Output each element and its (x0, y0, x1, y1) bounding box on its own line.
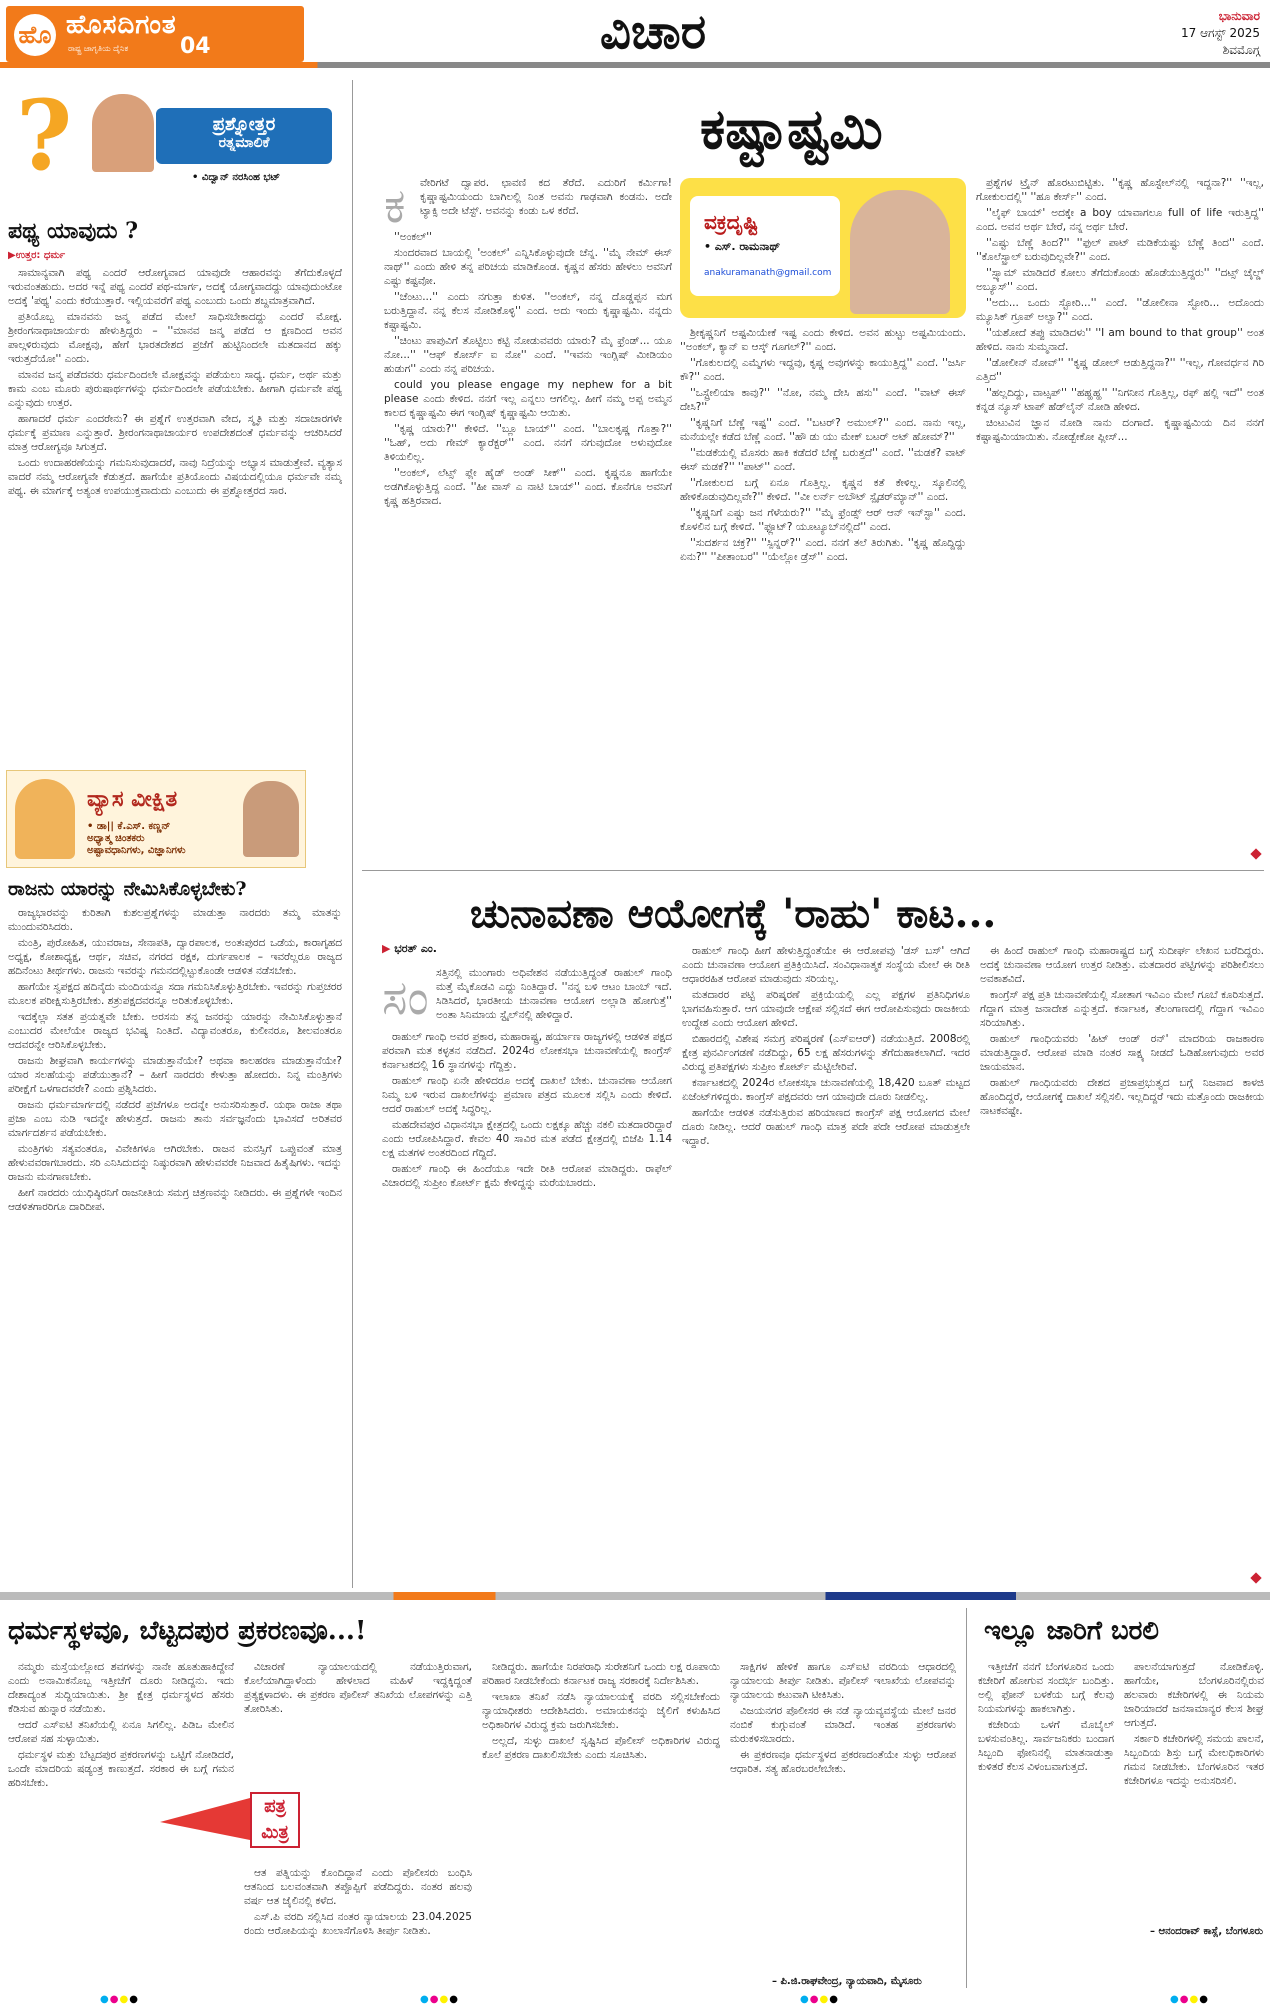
paragraph: ರಾಹುಲ್ ಗಾಂಧಿಯವರು ದೇಶದ ಪ್ರಜಾಪ್ರಭುತ್ವದ ಬಗ್ಗೆ ನಿಜವಾದ ಕಾಳಜಿ ಹೊಂದಿದ್ದರೆ, ಆಯೋಗಕ್ಕೆ ದಾಖಲೆ ಸಲ್ಲಿಸಲಿ. ಇಲ್ಲದಿದ್ದರೆ ಇದು ಮತ್ತೊಂದು ರಾಜಕೀಯ ನಾಟಕವಷ್ಟೇ. (980, 1077, 1264, 1117)
paragraph: ''ಒಸ್ಟ್ರೇಲಿಯಾ ಕಾವು?'' ''ನೋ, ನಮ್ಮ ದೇಸಿ ಹಸು'' ಎಂದೆ. ''ವಾಟ್ ಈಸ್ ದೇಸಿ?'' (680, 387, 966, 413)
paragraph: ಸುಂದರವಾದ ಬಾಯಲ್ಲಿ 'ಅಂಕಲ್' ಎನ್ನಿಸಿಕೊಳ್ಳುವುದೇ ಚೆನ್ನ. ''ಮೈ ನೇಮ್ ಈಸ್ ನಾಥ್'' ಎಂದು ಹೇಳಿ ತನ್ನ ಪರಿಚಯ ಮಾಡಿಕೊಂಡ. ಕೃಷ್ಣನ ಹೆಸರು ಹೇಳಲು ಅವನಿಗೆ ಎಷ್ಟು ಕಷ್ಟವೋ. (384, 247, 672, 287)
dateline-day: ಭಾನುವಾರ (1218, 9, 1260, 23)
dateline (1130, 8, 1260, 59)
section-divider (362, 870, 1264, 871)
paragraph: ಹೀಗೆ ನಾರದರು ಯುಧಿಷ್ಠಿರನಿಗೆ ರಾಜನೀತಿಯ ಸಮಗ್ರ ಚಿತ್ರಣವನ್ನು ನೀಡಿದರು. ಈ ಪ್ರಶ್ನೆಗಳೇ ಇಂದಿನ ಆಡಳಿತಗಾರರಿಗೂ ದಾರಿದೀಪ. (8, 1187, 342, 1213)
registration-marks-icon: ●●●● (100, 1994, 139, 2005)
letters-right-col2 (1124, 1660, 1264, 1920)
paragraph: ಕಚೇರಿಯ ಒಳಗೆ ಮೊಬೈಲ್ ಬಳಸುವಂತಿಲ್ಲ. ಸಾರ್ವಜನಿಕರು ಬಂದಾಗ ಸಿಬ್ಬಂದಿ ಫೋನಿನಲ್ಲಿ ಮಾತನಾಡುತ್ತಾ ಕುಳಿತರೆ ಕೆಲಸ ವಿಳಂಬವಾಗುತ್ತದೆ. (978, 1719, 1114, 1773)
paragraph: ಹಾಗೆಯೇ ಸ್ವಪಕ್ಷದ ಹದಿನೈದು ಮಂದಿಯನ್ನೂ ಸದಾ ಗಮನಿಸಿಕೊಳ್ಳುತ್ತಿರಬೇಕು. ಇವರನ್ನು ಗುಪ್ತಚರರ ಮೂಲಕ ಪರೀಕ್ಷಿಸುತ್ತಿರಬೇಕು. ಶತ್ರುಪಕ್ಷದವರನ್ನೂ ಅರಿತುಕೊಳ್ಳಬೇಕು. (8, 981, 342, 1007)
vyasa-role: ಅಧ್ಯಾತ್ಮ ಚಿಂತಕರು (87, 833, 145, 844)
paragraph: ಮತದಾರರ ಪಟ್ಟಿ ಪರಿಷ್ಕರಣೆ ಪ್ರಕ್ರಿಯೆಯಲ್ಲಿ ಎಲ್ಲ ಪಕ್ಷಗಳ ಪ್ರತಿನಿಧಿಗಳೂ ಭಾಗವಹಿಸುತ್ತಾರೆ. ಆಗ ಯಾವುದೇ ಆಕ್ಷೇಪ ಸಲ್ಲಿಸದೆ ಈಗ ಆರೋಪಿಸುವುದು ರಾಜಕೀಯ ಉದ್ದೇಶ ಎಂದು ಆಯೋಗ ಹೇಳಿದೆ. (682, 989, 970, 1029)
column-badge (680, 178, 966, 318)
columnist-name: • ಎಸ್. ರಾಮನಾಥ್ (704, 240, 781, 253)
paragraph: ಕಾಂಗ್ರೆಸ್ ಪಕ್ಷ ಪ್ರತಿ ಚುನಾವಣೆಯಲ್ಲಿ ಸೋತಾಗ ಇವಿಎಂ ಮೇಲೆ ಗೂಬೆ ಕೂರಿಸುತ್ತದೆ. ಗೆದ್ದಾಗ ಮಾತ್ರ ಜನಾದೇಶ ಎನ್ನುತ್ತದೆ. ಕರ್ನಾಟಕ, ತೆಲಂಗಾಣದಲ್ಲಿ ಗೆದ್ದಾಗ ಇವಿಎಂ ಸರಿಯಾಗಿತ್ತು. (980, 989, 1264, 1029)
paragraph: ''ಅದು... ಒಂದು ಸ್ಟೋರಿ...'' ಎಂದೆ. ''ಡೋಲೀನಾ ಸ್ಟೋರಿ... ಅದೊಂದು ಮ್ಯೂಸಿಕ್ ಗ್ರೂಪ್ ಅಲ್ವಾ?'' ಎಂದ. (976, 297, 1264, 323)
paragraph: ಎಸ್.ಪಿ ವರದಿ ಸಲ್ಲಿಸಿದ ನಂತರ ನ್ಯಾಯಾಲಯ 23.04.2025 ರಂದು ಆರೋಪಿಯನ್ನು ಖುಲಾಸೆಗೊಳಿಸಿ ತೀರ್ಪು ನೀಡಿತು. (244, 1911, 472, 1937)
page-number: 04 (180, 34, 211, 59)
letters-title-right: ಇಲ್ಲೂ ಜಾರಿಗೆ ಬರಲಿ (984, 1616, 1159, 1646)
letter-signature: – ಆನಂದರಾವ್ ಕಾಸ್ಲೆ, ಬೆಂಗಳೂರು (1150, 1926, 1264, 1937)
chunavana-lead (436, 966, 672, 1026)
vyasa-body (8, 906, 342, 1586)
main-article-title: ಕಷ್ಟಾಷ್ಟಮಿ (700, 96, 883, 162)
qa-banner-subtitle: ರತ್ನಮಾಲಿಕೆ (218, 135, 270, 151)
main-article-col2 (680, 326, 966, 860)
paragraph: ''ಮಡಕೆಯಲ್ಲಿ ಮೊಸರು ಹಾಕಿ ಕಡೆದರೆ ಬೆಣ್ಣೆ ಬರುತ್ತದೆ'' ಎಂದೆ. ''ಮಡಕೆ? ವಾಟ್ ಈಸ್ ಮಡಕೆ?'' ''ಪಾಟ್'' ಎಂದೆ. (680, 447, 966, 473)
paragraph: ಮಂತ್ರಿ, ಪುರೋಹಿತ, ಯುವರಾಜ, ಸೇನಾಪತಿ, ದ್ವಾರಪಾಲಕ, ಅಂತಃಪುರದ ಒಡೆಯ, ಕಾರಾಗೃಹದ ಅಧ್ಯಕ್ಷ, ಕೋಶಾಧ್ಯಕ್ಷ, ಆರ್ಥ, ಸಚಿವ, ನಗರದ ರಕ್ಷಕ, ದುರ್ಗಪಾಲಕ – ಇವರೆಲ್ಲರೂ ರಾಜ್ಯದ ಹದಿನೆಂಟು ತೀರ್ಥಗಳು. ರಾಜನು ಇವರನ್ನು ಗಮನದಲ್ಲಿಟ್ಟುಕೊಂಡೇ ಆಡಳಿತ ನಡೆಸಬೇಕು. (8, 937, 342, 977)
column-divider (966, 1608, 967, 1988)
paper-name: ಹೊಸದಿಗಂತ (66, 10, 177, 40)
paragraph: ವಿಚಾರಣೆ ನ್ಯಾಯಾಲಯದಲ್ಲಿ ನಡೆಯುತ್ತಿರುವಾಗ, ಕೊಲೆಯಾಗಿದ್ದಾಳೆಂದು ಹೇಳಲಾದ ಮಹಿಳೆ ಇದ್ದಕ್ಕಿದ್ದಂತೆ ಪ್ರತ್ಯಕ್ಷಳಾದಳು. ಈ ಪ್ರಕರಣ ಪೊಲೀಸ್ ತನಿಖೆಯ ಲೋಪಗಳನ್ನು ಎತ್ತಿ ತೋರಿಸಿತು. (244, 1661, 472, 1715)
paragraph: ''ಕೃಷ್ಣ ಯಾರು?'' ಕೇಳಿದೆ. ''ಬ್ಲೂ ಬಾಯ್'' ಎಂದ. ''ಬಾಲಕೃಷ್ಣ ಗೊತ್ತಾ?'' ''ಓಹ್, ಅದು ಗೇಮ್ ಕ್ಯಾರೆಕ್ಟರ್'' ಎಂದ. ನನಗೆ ನಗುವುದೋ ಅಳುವುದೋ ತಿಳಿಯಲಿಲ್ಲ. (384, 423, 672, 463)
vyasa-banner (6, 770, 306, 868)
paragraph: ಚಿಂಟುವಿನ ಜ್ಞಾನ ನೋಡಿ ನಾನು ದಂಗಾದೆ. ಕೃಷ್ಣಾಷ್ಟಮಿಯ ದಿನ ನನಗೆ ಕಷ್ಟಾಷ್ಟಮಿಯಾಯಿತು. ನೋಡ್ಬೇಕೋ ಪ್ಲೀಸ್... (976, 417, 1264, 443)
drop-cap: ಸಂ (382, 970, 429, 1026)
vyasa-author-block (87, 821, 186, 857)
qa-body (8, 266, 342, 760)
chunavana-col3 (980, 944, 1264, 1580)
letters-title: ಧರ್ಮಸ್ಥಳವೂ, ಬೆಟ್ಟದಪುರ ಪ್ರಕರಣವೂ...! (8, 1616, 367, 1646)
author-photo (243, 781, 299, 857)
section-title: ವಿಚಾರ (600, 4, 707, 60)
paragraph: ಇಲಾಖಾ ತನಿಖೆ ನಡೆಸಿ ನ್ಯಾಯಾಲಯಕ್ಕೆ ವರದಿ ಸಲ್ಲಿಸಬೇಕೆಂದು ನ್ಯಾಯಾಧೀಶರು ಆದೇಶಿಸಿದರು. ಅಮಾಯಕನನ್ನು ಜೈಲಿಗೆ ಕಳುಹಿಸಿದ ಅಧಿಕಾರಿಗಳ ವಿರುದ್ಧ ಕ್ರಮ ಜರುಗಿಸಬೇಕು. (482, 1691, 720, 1731)
vyasa-question: ರಾಜನು ಯಾರನ್ನು ನೇಮಿಸಿಕೊಳ್ಳಬೇಕು? (8, 878, 247, 900)
letter-signature: – ಪಿ.ಜಿ.ರಾಘವೇಂದ್ರ, ನ್ಯಾಯವಾದಿ, ಮೈಸೂರು (772, 1976, 922, 1987)
question-mark-icon: ? (16, 79, 73, 192)
paragraph: ಆತ ಪತ್ನಿಯನ್ನು ಕೊಂದಿದ್ದಾನೆ ಎಂದು ಪೊಲೀಸರು ಬಂಧಿಸಿ ಆತನಿಂದ ಬಲವಂತವಾಗಿ ತಪ್ಪೊಪ್ಪಿಗೆ ಪಡೆದಿದ್ದರು. ನಂತರ ಹಲವು ವರ್ಷ ಆತ ಜೈಲಿನಲ್ಲಿ ಕಳೆದ. (244, 1867, 472, 1907)
paragraph: ರಾಹುಲ್ ಗಾಂಧಿ ಈ ಹಿಂದೆಯೂ ಇದೇ ರೀತಿ ಆರೋಪ ಮಾಡಿದ್ದರು. ರಾಫೆಲ್ ವಿಚಾರದಲ್ಲಿ ಸುಪ್ರೀಂ ಕೋರ್ಟ್ ಕ್ಷಮೆ ಕೇಳಿದ್ದನ್ನು ಮರೆಯಬಾರದು. (382, 1163, 672, 1189)
paragraph: ನೀಡಿದ್ದರು. ಹಾಗೆಯೇ ನಿರಪರಾಧಿ ಸುರೇಶನಿಗೆ ಒಂದು ಲಕ್ಷ ರೂಪಾಯಿ ಪರಿಹಾರ ನೀಡಬೇಕೆಂದು ಕರ್ನಾಟಕ ರಾಜ್ಯ ಸರಕಾರಕ್ಕೆ ನಿರ್ದೇಶಿಸಿತು. (482, 1661, 720, 1687)
paragraph: ''ಗೋಕುಲದ ಬಗ್ಗೆ ಏನೂ ಗೊತ್ತಿಲ್ಲ. ಕೃಷ್ಣನ ಕತೆ ಕೇಳಿಲ್ಲ. ಸ್ಕೂಲಿನಲ್ಲಿ ಹೇಳಿಕೊಡುವುದಿಲ್ಲವೇ?'' ಕೇಳಿದೆ. ''ವೀ ಲರ್ನ್ ಅಬೌಟ್ ಸ್ಪೈಡರ್‌ಮ್ಯಾನ್'' ಎಂದ. (680, 477, 966, 503)
paragraph: ಶ್ರೀಕೃಷ್ಣನಿಗೆ ಅಷ್ಟಮಿಯೇಕೆ ಇಷ್ಟ ಎಂದು ಕೇಳಿದ. ಅವನ ಹುಟ್ಟು ಅಷ್ಟಮಿಯಂದು. ''ಅಂಕಲ್, ಕ್ಯಾನ್ ಐ ಆಸ್ಕ್ ಗೂಗಲ್?'' ಎಂದ. (680, 327, 966, 353)
paragraph: ರಾಹುಲ್ ಗಾಂಧಿ ಏನೇ ಹೇಳಿದರೂ ಅದಕ್ಕೆ ದಾಖಲೆ ಬೇಕು. ಚುನಾವಣಾ ಆಯೋಗ ನಿಮ್ಮ ಬಳಿ ಇರುವ ದಾಖಲೆಗಳನ್ನು ಪ್ರಮಾಣ ಪತ್ರದ ಮೂಲಕ ಸಲ್ಲಿಸಿ ಎಂದು ಕೇಳಿದೆ. ಆದರೆ ರಾಹುಲ್ ಅದಕ್ಕೆ ಸಿದ್ಧರಿಲ್ಲ. (382, 1075, 672, 1115)
paragraph: ''ಕೃಷ್ಣನಿಗೆ ಎಷ್ಟು ಜನ ಗೆಳೆಯರು?'' ''ಮೈ ಫ್ರೆಂಡ್ಸ್ ಆರ್ ಆನ್ ಇನ್‌ಸ್ಟಾ'' ಎಂದ. ಕೊಳಲಿನ ಬಗ್ಗೆ ಕೇಳಿದೆ. ''ಫ್ಲೂಟ್? ಯೂಟ್ಯೂಬ್‌ನಲ್ಲಿದೆ'' ಎಂದ. (680, 507, 966, 533)
paragraph: ''ಚೆಂಟು...'' ಎಂದು ನಗುತ್ತಾ ಕುಳಿತ. ''ಅಂಕಲ್, ನನ್ನ ದೊಡ್ಡಪ್ಪನ ಮಗ ಬರುತ್ತಿದ್ದಾನೆ. ನನ್ನ ಕೆಲಸ ನೋಡಿಕೊಳ್ಳಿ'' ಎಂದ. ಅದು ಇಂದು ಕೃಷ್ಣಾಷ್ಟಮಿ. ನನ್ನದು ಕಷ್ಟಾಷ್ಟಮಿ. (384, 291, 672, 331)
paper-tagline: ರಾಷ್ಟ್ರ ಜಾಗೃತಿಯ ದೈನಿಕ (68, 44, 129, 53)
drop-cap: ಕ (384, 178, 406, 234)
sage-illustration-icon (15, 779, 75, 859)
chunavana-author: ▶ ಭರತ್ ಎಂ. (382, 942, 437, 956)
vyasa-role: ಅಷ್ಟಾವಧಾನಿಗಳು, ವಿಜ್ಞಾನಿಗಳು (87, 845, 186, 856)
paragraph: ಹಾಗೆಯೇ ಆಡಳಿತ ನಡೆಸುತ್ತಿರುವ ಹರಿಯಾಣದ ಕಾಂಗ್ರೆಸ್ ಪಕ್ಷ ಆಯೋಗದ ಮೇಲೆ ದೂರು ನೀಡಿಲ್ಲ. ಆದರೆ ರಾಹುಲ್ ಗಾಂಧಿ ಮಾತ್ರ ಪದೇ ಪದೇ ಆರೋಪ ಮಾಡುತ್ತಲೇ ಇದ್ದಾರೆ. (682, 1107, 970, 1147)
paragraph: ''ಲೈಫ್ ಬಾಯ್' ಅದಕ್ಕೇ a boy ಯಾವಾಗಲೂ full of life ಇರುತ್ತಿದ್ದ'' ಎಂದ. ಅವನ ಅರ್ಥ ಬೇರೆ, ನನ್ನ ಅರ್ಥ ಬೇರೆ. (976, 207, 1264, 233)
main-article-lead (420, 176, 672, 228)
chunavana-col1 (382, 1030, 672, 1580)
column-divider (352, 80, 353, 1588)
paper-emblem-icon: ಹೊ (14, 14, 56, 56)
columnist-email: anakuramanath@gmail.com (704, 268, 832, 278)
paragraph: ''ಚಿಂಟು ಪಾಪುವಿಗೆ ತೊಟ್ಟಿಲು ಕಟ್ಟಿ ನೋಡುವವರು ಯಾರು? ಮೈ ಫ್ರೆಂಡ್... ಯೂ ನೋ...'' ''ಆಫ್ ಕೋರ್ಸ್ ಐ ನೋ'' ಎಂದೆ. ''ಇವನು ಇಂಗ್ಲಿಷ್ ಮೀಡಿಯಂ ಹುಡುಗ'' ಎಂದು ನನ್ನ ಪರಿಚಯ. (384, 335, 672, 375)
letters-col3 (482, 1660, 720, 1990)
letters-right-col1 (978, 1660, 1114, 1980)
paragraph: ರಾಜನು ಶೀಘ್ರವಾಗಿ ಕಾರ್ಯಗಳನ್ನು ಮಾಡುತ್ತಾನೆಯೇ? ಅಥವಾ ಕಾಲಹರಣ ಮಾಡುತ್ತಾನೆಯೇ? ಯಾರ ಸಲಹೆಯನ್ನು ಪಡೆಯುತ್ತಾನೆ? – ಹೀಗೆ ನಾರದರು ಕೇಳುತ್ತಾ ಹೋದರು. ನಿನ್ನ ಮಂತ್ರಿಗಳು ಪರೀಕ್ಷೆಗೆ ಒಳಗಾದವರೇ? ಎಂದು ಪ್ರಶ್ನಿಸಿದರು. (8, 1055, 342, 1095)
registration-marks-icon: ●●●● (1170, 1994, 1209, 2005)
paragraph: ಧರ್ಮಸ್ಥಳ ಮತ್ತು ಬೆಟ್ಟದಪುರ ಪ್ರಕರಣಗಳನ್ನು ಒಟ್ಟಿಗೆ ನೋಡಿದರೆ, ಒಂದೇ ಮಾದರಿಯ ಷಡ್ಯಂತ್ರ ಕಾಣುತ್ತದೆ. ಸರಕಾರ ಈ ಬಗ್ಗೆ ಗಮನ ಹರಿಸಬೇಕು. (8, 1749, 234, 1789)
paragraph: ''ಕೃಷ್ಣನಿಗೆ ಬೆಣ್ಣೆ ಇಷ್ಟ'' ಎಂದೆ. ''ಬಟರ್? ಅಮುಲ್?'' ಎಂದ. ನಾನು ಇಲ್ಲ, ಮನೆಯಲ್ಲೇ ಕಡೆದ ಬೆಣ್ಣೆ ಎಂದೆ. ''ಹೌ ಡು ಯು ಮೇಕ್ ಬಟರ್ ಅಟ್ ಹೋಮ್?'' (680, 417, 966, 443)
paragraph: ''ಡೋಲೀನ್ ನೋವ್'' ''ಕೃಷ್ಣ ಡೋಲ್ ಆಡುತ್ತಿದ್ದನಾ?'' ''ಇಲ್ಲ, ಗೋವರ್ಧನ ಗಿರಿ ಎತ್ತಿದ'' (976, 357, 1264, 383)
qa-answer-label: ▶ಉತ್ತರ: ಧರ್ಮ (8, 250, 66, 261)
header-rule (0, 62, 1270, 68)
paragraph: ರಾಜನು ಧರ್ಮಮಾರ್ಗದಲ್ಲಿ ನಡೆದರೆ ಪ್ರಜೆಗಳೂ ಅದನ್ನೇ ಅನುಸರಿಸುತ್ತಾರೆ. ಯಥಾ ರಾಜಾ ತಥಾ ಪ್ರಜಾ ಎಂಬ ನುಡಿ ಇದನ್ನೇ ಹೇಳುತ್ತದೆ. ರಾಜನು ತಾನು ಸರ್ವಜ್ಞನೆಂದು ಭಾವಿಸದೆ ಅರಿತವರ ಮಾರ್ಗದರ್ಶನ ಪಡೆಯಬೇಕು. (8, 1099, 342, 1139)
qa-author: • ವಿದ್ವಾನ್ ನರಸಿಂಹ ಭಟ್ (192, 172, 281, 183)
bottom-divider-band (0, 1592, 1270, 1600)
paragraph: ಪಾಲನೆಯಾಗುತ್ತದೆ ನೋಡಿಕೊಳ್ಳಿ. ಹಾಗೆಯೇ, ಬೆಂಗಳೂರಿನಲ್ಲಿರುವ ಹಲವಾರು ಕಚೇರಿಗಳಲ್ಲಿ ಈ ನಿಯಮ ಜಾರಿಯಾದರೆ ಜನಸಾಮಾನ್ಯರ ಕೆಲಸ ಶೀಘ್ರ ಆಗುತ್ತದೆ. (1124, 1661, 1264, 1729)
paper-plane-icon (160, 1798, 250, 1840)
paragraph: ಒಂದು ಉದಾಹರಣೆಯನ್ನು ಗಮನಿಸುವುದಾದರೆ, ನಾವು ನಿದ್ರೆಯನ್ನು ಅಭ್ಯಾಸ ಮಾಡುತ್ತೇವೆ. ವ್ಯತ್ಯಾಸ ವಾದರೆ ನಮ್ಮ ಆರೋಗ್ಯವೇ ಕೆಡುತ್ತದೆ. ಹಾಗೆಯೇ ಪ್ರತಿಯೊಂದು ವಿಷಯದಲ್ಲಿಯೂ ಧರ್ಮವೇ ನಮ್ಮ ಪಥ್ಯ. ಈ ಮಾರ್ಗಕ್ಕೆ ಅತ್ಯಂತ ಉಪಯುಕ್ತವಾದುದು ಎಂಬುದು ಈ ಪ್ರಶ್ನೋತ್ತರದ ಸಾರ. (8, 457, 342, 497)
paragraph: ಸಾಮಾನ್ಯವಾಗಿ ಪಥ್ಯ ಎಂದರೆ ಆರೋಗ್ಯವಾದ ಯಾವುದೇ ಆಹಾರವನ್ನು ತೆಗೆದುಕೊಳ್ಳದೆ ಇರುವಂತಹುದು. ಅದರ ಇನ್ನೆ ಪಥ್ಯ ಎಂದರೆ ಪಥ-ಮಾರ್ಗ, ಅದಕ್ಕೆ ಯೋಗ್ಯವಾದದ್ದು ಯಾವುದುಂಟೋ ಅದಕ್ಕೆ 'ಪಥ್ಯ' ಎಂದು ಕರೆಯುತ್ತಾರೆ. ಇಲ್ಲಿಯವರೆಗೆ ಪಥ್ಯ ಎಂಬುದು ಒಂದು ಶಬ್ದಮಾತ್ರವಾಗಿದೆ. (8, 267, 342, 307)
paragraph: ಆದರೆ ಎಸ್‌ಐಟಿ ತನಿಖೆಯಲ್ಲಿ ಏನೂ ಸಿಗಲಿಲ್ಲ. ಪಿಡಿಒ ಮೇಲಿನ ಆರೋಪ ಸಹ ಸುಳ್ಳಾಯಿತು. (8, 1719, 234, 1745)
paragraph: ''ಎಷ್ಟು ಬೆಣ್ಣೆ ತಿಂದ?'' ''ಫುಲ್ ಪಾಟ್ ಮಡಿಕೆಯಷ್ಟು ಬೆಣ್ಣೆ ತಿಂದ'' ಎಂದೆ. ''ಕೊಲೆಸ್ಟ್ರಾಲ್ ಬರುವುದಿಲ್ಲವೇ?'' ಎಂದ. (976, 237, 1264, 263)
qa-banner-title: ಪ್ರಶ್ನೋತ್ತರ (212, 114, 276, 135)
paragraph: ಇತ್ತೀಚೆಗೆ ನನಗೆ ಬೆಂಗಳೂರಿನ ಒಂದು ಕಚೇರಿಗೆ ಹೋಗುವ ಸಂದರ್ಭ ಬಂದಿತ್ತು. ಅಲ್ಲಿ ಫೋನ್ ಬಳಕೆಯ ಬಗ್ಗೆ ಕೆಲವು ನಿಯಮಗಳನ್ನು ಹಾಕಲಾಗಿತ್ತು. (978, 1661, 1114, 1715)
paragraph: ಮಂತ್ರಿಗಳು ಸತ್ಯವಂತರೂ, ವಿವೇಕಿಗಳೂ ಆಗಿರಬೇಕು. ರಾಜನ ಮನಸ್ಸಿಗೆ ಒಪ್ಪುವಂತೆ ಮಾತ್ರ ಹೇಳುವವರಾಗಬಾರದು. ಸರಿ ಎನಿಸಿದುದನ್ನು ನಿಷ್ಠುರವಾಗಿ ಹೇಳುವವರೇ ನಿಜವಾದ ಹಿತೈಷಿಗಳು. ಇದನ್ನು ರಾಜನು ಮನಗಾಣಬೇಕು. (8, 1143, 342, 1183)
vyasa-title: ವ್ಯಾಸ ವೀಕ್ಷಿತ (87, 787, 178, 812)
paragraph: ಕರ್ನಾಟಕದಲ್ಲಿ 2024ರ ಲೋಕಸಭಾ ಚುನಾವಣೆಯಲ್ಲಿ 18,420 ಬೂತ್ ಮಟ್ಟದ ಏಜೆಂಟ್‌ಗಳಿದ್ದರು. ಕಾಂಗ್ರೆಸ್ ಪಕ್ಷದವರು ಆಗ ಯಾವುದೇ ದೂರು ನೀಡಲಿಲ್ಲ. (682, 1077, 970, 1103)
paragraph: ಹಾಗಾದರೆ ಧರ್ಮ ಎಂದರೇನು? ಈ ಪ್ರಶ್ನೆಗೆ ಉತ್ತರವಾಗಿ ವೇದ, ಸ್ಮೃತಿ ಮತ್ತು ಸದಾಚಾರಗಳೇ ಧರ್ಮಕ್ಕೆ ಪ್ರಮಾಣ ಎನ್ನುತ್ತಾರೆ. ಶ್ರೀರಂಗನಾಥಾಚಾರ್ಯರ ಉಪದೇಶದಂತೆ ಧರ್ಮವನ್ನು ಆಚರಿಸಿದರೆ ಮಾತ್ರ ಆರೋಗ್ಯವೂ ಸಿಗುತ್ತದೆ. (8, 413, 342, 453)
paragraph: ಸರ್ಕಾರಿ ಕಚೇರಿಗಳಲ್ಲಿ ಸಮಯ ಪಾಲನೆ, ಸಿಬ್ಬಂದಿಯ ಶಿಸ್ತು ಬಗ್ಗೆ ಮೇಲಧಿಕಾರಿಗಳು ಗಮನ ನೀಡಬೇಕು. ಬೆಂಗಳೂರಿನ ಇತರ ಕಚೇರಿಗಳೂ ಇದನ್ನು ಅನುಸರಿಸಲಿ. (1124, 1733, 1264, 1787)
paragraph: ಈ ಹಿಂದೆ ರಾಹುಲ್ ಗಾಂಧಿ ಮಹಾರಾಷ್ಟ್ರದ ಬಗ್ಗೆ ಸುದೀರ್ಘ ಲೇಖನ ಬರೆದಿದ್ದರು. ಅದಕ್ಕೆ ಚುನಾವಣಾ ಆಯೋಗ ಉತ್ತರ ನೀಡಿತ್ತು. ಮತದಾರರ ಪಟ್ಟಿಗಳನ್ನು ಪರಿಶೀಲಿಸಲು ಅವಕಾಶವಿದೆ. (980, 945, 1264, 985)
patra-mitra-label: ಪತ್ರ ಮಿತ್ರ (250, 1792, 300, 1848)
paragraph: ಪ್ರತಿಯೊಬ್ಬ ಮಾನವನು ಜನ್ಮ ಪಡೆದ ಮೇಲೆ ಸಾಧಿಸಬೇಕಾದದ್ದು ಎಂದರೆ ಮೋಕ್ಷ. ಶ್ರೀರಂಗನಾಥಾಚಾರ್ಯರು ಹೇಳುತ್ತಿದ್ದರು – ''ಮಾನವ ಜನ್ಮ ಪಡೆದ ಆ ಕ್ಷಣದಿಂದ ಅವನ ಪಾಲ್ಗಳಿರುವುದು ಮೋಕ್ಷವು, ಹೇಗೆ ಭಾರತದೇಶದ ಪ್ರಜೆಗೆ ಹುಟ್ಟಿನಿಂದಲೇ ಮತದಾನದ ಹಕ್ಕು ಇರುತ್ತದೆಯೋ'' ಎಂದು. (8, 311, 342, 365)
badge-card (690, 196, 840, 296)
paragraph: ಸತ್ತಿನಲ್ಲಿ ಮುಂಗಾರು ಅಧಿವೇಶನ ನಡೆಯುತ್ತಿದ್ದಂತೆ ರಾಹುಲ್ ಗಾಂಧಿ ಮತ್ತೆ ಮೈಕೊಡವಿ ಎದ್ದು ನಿಂತಿದ್ದಾರೆ. ''ನನ್ನ ಬಳಿ ಆಟಂ ಬಾಂಬ್ ಇದೆ. ಸಿಡಿಸಿದರೆ, ಭಾರತೀಯ ಚುನಾವಣಾ ಆಯೋಗ ಅಲ್ಲಾಡಿ ಹೋಗುತ್ತೆ'' ಅಂತಾ ಸಿನಿಮಾಯ ಸ್ಟೈಲ್‌ನಲ್ಲಿ ಹೇಳಿದ್ದಾರೆ. (436, 967, 672, 1021)
registration-marks-icon: ●●●● (800, 1994, 839, 2005)
paragraph: ರಾಹುಲ್ ಗಾಂಧಿ ಅವರ ಪ್ರಕಾರ, ಮಹಾರಾಷ್ಟ್ರ, ಹರ್ಯಾಣ ರಾಜ್ಯಗಳಲ್ಲಿ ಆಡಳಿತ ಪಕ್ಷದ ಪರವಾಗಿ ಮತ ಕಳ್ಳತನ ನಡೆದಿದೆ. 2024ರ ಲೋಕಸಭಾ ಚುನಾವಣೆಯಲ್ಲಿ ಕಾಂಗ್ರೆಸ್ ಕರ್ನಾಟಕದಲ್ಲಿ 16 ಸ್ಥಾನಗಳನ್ನು ಗೆದ್ದಿತ್ತು. (382, 1031, 672, 1071)
masthead-logo (6, 6, 304, 62)
paragraph: ''ಹಲ್ಲದಿದ್ದು, ವಾಟ್ಸಪ್'' ''ಹಹ್ಹಹ್ಹ'' ''ನಿಗನೀನ ಗೊತ್ತಿಲ್ಲ, ರಫ್ ಹಲ್ಲಿ ಇದೆ'' ಅಂತ ಕನ್ನಡ ನ್ಯೂಸ್ ಟಾಪ್ ಹೆಡ್‌ಲೈನ್ ನೋಡಿ ಹೇಳಿದ. (976, 387, 1264, 413)
main-article-col3 (976, 176, 1264, 860)
paragraph: ಅಲ್ಲದೆ, ಸುಳ್ಳು ದಾಖಲೆ ಸೃಷ್ಟಿಸಿದ ಪೊಲೀಸ್ ಅಧಿಕಾರಿಗಳ ವಿರುದ್ಧ ಕೊಲೆ ಪ್ರಕರಣ ದಾಖಲಿಸಬೇಕು ಎಂದು ಸೂಚಿಸಿತು. (482, 1735, 720, 1761)
paragraph: ''ಅಂಕಲ್, ಲೆಟ್ಸ್ ಪ್ಲೇ ಹೈಡ್ ಅಂಡ್ ಸೀಕ್'' ಎಂದ. ಕೃಷ್ಣನೂ ಹಾಗೆಯೇ ಅಡಗಿಕೊಳ್ಳುತ್ತಿದ್ದ ಎಂದೆ. ''ಹೀ ವಾಸ್ ಎ ನಾಟಿ ಬಾಯ್'' ಎಂದ. ಕೊನೆಗೂ ಅವನಿಗೆ ಕೃಷ್ಣ ಹತ್ತಿರವಾದ. (384, 467, 672, 507)
letters-col2 (244, 1660, 472, 1780)
chunavana-title: ಚುನಾವಣಾ ಆಯೋಗಕ್ಕೆ 'ರಾಹು' ಕಾಟ... (470, 890, 997, 937)
paragraph: ವಿಜಯನಗರ ಪೊಲೀಸರ ಈ ನಡೆ ನ್ಯಾಯವ್ಯವಸ್ಥೆಯ ಮೇಲೆ ಜನರ ನಂಬಿಕೆ ಕುಗ್ಗುವಂತೆ ಮಾಡಿದೆ. ಇಂತಹ ಪ್ರಕರಣಗಳು ಮರುಕಳಿಸಬಾರದು. (730, 1705, 956, 1745)
paragraph: ಮಾನವ ಜನ್ಮ ಪಡೆದವರು ಧರ್ಮದಿಂದಲೇ ಮೋಕ್ಷವನ್ನು ಪಡೆಯಲು ಸಾಧ್ಯ. ಧರ್ಮ, ಅರ್ಥ ಮತ್ತು ಕಾಮ ಎಂಬ ಮೂರು ಪುರುಷಾರ್ಥಗಳನ್ನು ಧರ್ಮದಿಂದಲೇ ಪಡೆಯಬೇಕು. ಹೀಗಾಗಿ ಧರ್ಮವೇ ಪಥ್ಯ ಎನ್ನುವುದು ಉತ್ತರ. (8, 369, 342, 409)
paragraph: ರಾಹುಲ್ ಗಾಂಧಿಯವರು 'ಹಿಟ್ ಆಂಡ್ ರನ್' ಮಾದರಿಯ ರಾಜಕಾರಣ ಮಾಡುತ್ತಿದ್ದಾರೆ. ಆರೋಪ ಮಾಡಿ ನಂತರ ಸಾಕ್ಷ್ಯ ನೀಡದೆ ಓಡಿಹೋಗುವುದು ಅವರ ಜಾಯಮಾನ. (980, 1033, 1264, 1073)
paragraph: ವೇರಿಗಟೆ ದ್ವಾಪರ. ಛಾವಣಿ ಕದ ತೆರೆದೆ. ಎದುರಿಗೆ ಕರ್ಮಿಗಾ! ಕೃಷ್ಣಾಷ್ಟಮಿಯಂದು ಬಾಗಿಲಲ್ಲಿ ನಿಂತ ಅವನು ಗಾಢವಾಗಿ ಕಂಡನು. ಅದೇ ಟ್ಯಾಕ್ಸಿ ಅದೇ ಟೆಸ್ಟ್. ಅವನನ್ನು ಕಂಡು ಒಳ ಕರೆದೆ. (420, 177, 672, 217)
paragraph: ರಾಜ್ಯಭಾರವನ್ನು ಕುರಿತಾಗಿ ಕುಶಲಪ್ರಶ್ನೆಗಳನ್ನು ಮಾಡುತ್ತಾ ನಾರದರು ತಮ್ಮ ಮಾತನ್ನು ಮುಂದುವರಿಸಿದರು. (8, 907, 342, 933)
main-article-col1 (384, 230, 672, 860)
author-photo (92, 94, 154, 172)
letters-col2-lower (244, 1866, 472, 1990)
qa-ribbon (156, 108, 332, 164)
paragraph: ''ಗೊಕುಲದಲ್ಲಿ ಎಮ್ಮೆಗಳು ಇದ್ದವು, ಕೃಷ್ಣ ಅವುಗಳನ್ನು ಕಾಯುತ್ತಿದ್ದ'' ಎಂದೆ. ''ಜರ್ಸಿ ಕೌ?'' ಎಂದ. (680, 357, 966, 383)
paragraph: could you please engage my nephew for a bit please ಎಂದು ಕೇಳಿದ. ನನಗೆ ಇಲ್ಲ ಎನ್ನಲು ಆಗಲಿಲ್ಲ. ಹೀಗೆ ನಮ್ಮ ಅಪ್ಪ ಅಮ್ಮನ ಕಾಲದ ಕೃಷ್ಣಾಷ್ಟಮಿ ಈಗ ಇಂಗ್ಲಿಷ್ ಕೃಷ್ಣಾಷ್ಟಮಿ ಆಯಿತು. (384, 379, 672, 419)
paragraph: ''ಸ್ಪ್ಯಾಮ್ ಮಾಡಿದರೆ ಕೋಲು ತೆಗೆದುಕೊಂಡು ಹೊಡೆಯುತ್ತಿದ್ದರು'' ''ದಟ್ಸ್ ಚೈಲ್ಡ್ ಅಬ್ಯೂಸ್'' ಎಂದ. (976, 267, 1264, 293)
paragraph: ನಮ್ಮರು ಮಸ್ತೆಯಲ್ಲೋದ ಶವಗಳನ್ನು ನಾನೇ ಹೂತುಹಾಕಿದ್ದೇನೆ ಎಂದು ಅನಾಮಿಕನೊಬ್ಬ ಇತ್ತೀಚೆಗೆ ದೂರು ನೀಡಿದ್ದನು. ಇದು ದೇಶಾದ್ಯಂತ ಸುದ್ದಿಯಾಯಿತು. ಶ್ರೀ ಕ್ಷೇತ್ರ ಧರ್ಮಸ್ಥಳದ ಹೆಸರು ಕೆಡಿಸುವ ಹುನ್ನಾರ ನಡೆಯಿತು. (8, 1661, 234, 1715)
dateline-date: 17 ಆಗಸ್ಟ್ 2025 (1181, 26, 1260, 40)
column-badge-title: ವಕ್ರದೃಷ್ಟಿ (704, 210, 759, 234)
paragraph: ''ಅಂಕಲ್'' (394, 231, 433, 243)
letters-col4 (730, 1660, 956, 1970)
vyasa-author: • ಡಾ|| ಕೆ.ಎಸ್. ಕಣ್ಣನ್ (87, 821, 171, 832)
qa-question: ಪಥ್ಯ ಯಾವುದು ? (8, 218, 139, 244)
dateline-city: ಶಿವಮೊಗ್ಗ (1222, 43, 1260, 57)
paragraph: ಪ್ರಶ್ನೆಗಳ ಟ್ರೈನ್ ಹೊರಟುಬಿಟ್ಟಿತು. ''ಕೃಷ್ಣ ಹೊಸ್ಟೇಲ್‌ನಲ್ಲಿ ಇದ್ದನಾ?'' ''ಇಲ್ಲ, ಗೋಕುಲದಲ್ಲಿ'' ''ಹೂ ಕೇರ್ಸ್'' ಎಂದ. (976, 177, 1264, 203)
paragraph: ಬಿಹಾರದಲ್ಲಿ ವಿಶೇಷ ಸಮಗ್ರ ಪರಿಷ್ಕರಣೆ (ಎಸ್‌ಐಆರ್) ನಡೆಯುತ್ತಿದೆ. 2008ರಲ್ಲಿ ಕ್ಷೇತ್ರ ಪುನರ್ವಿಂಗಡಣೆ ನಡೆದಿದ್ದು, 65 ಲಕ್ಷ ಹೆಸರುಗಳನ್ನು ತೆಗೆದುಹಾಕಲಾಗಿದೆ. ಇದರ ವಿರುದ್ಧ ಪ್ರತಿಪಕ್ಷಗಳು ಸುಪ್ರೀಂ ಕೋರ್ಟ್ ಮೆಟ್ಟಿಲೇರಿವೆ. (682, 1033, 970, 1073)
registration-marks-icon: ●●●● (420, 1994, 459, 2005)
paragraph: ''ಸುದರ್ಶನ ಚಕ್ರ?'' ''ಸ್ಪಿನ್ನರ್?'' ಎಂದ. ನನಗೆ ತಲೆ ತಿರುಗಿತು. ''ಕೃಷ್ಣ ಹೊದ್ದಿದ್ದು ಏನು?'' ''ಪೀತಾಂಬರ'' ''ಯೆಲ್ಲೋ ಡ್ರೆಸ್'' ಎಂದ. (680, 537, 966, 563)
paragraph: ಮಹದೇವಪುರ ವಿಧಾನಸಭಾ ಕ್ಷೇತ್ರದಲ್ಲಿ ಒಂದು ಲಕ್ಷಕ್ಕೂ ಹೆಚ್ಚು ನಕಲಿ ಮತದಾರರಿದ್ದಾರೆ ಎಂದು ಆರೋಪಿಸಿದ್ದಾರೆ. ಕೇವಲ 40 ಸಾವಿರ ಮತ ಪಡೆದ ಕ್ಷೇತ್ರದಲ್ಲಿ ಬಿಜೆಪಿ 1.14 ಲಕ್ಷ ಮತಗಳ ಅಂತರದಿಂದ ಗೆದ್ದಿದೆ. (382, 1119, 672, 1159)
qa-banner (6, 79, 342, 196)
paragraph: ಈ ಪ್ರಕರಣವೂ ಧರ್ಮಸ್ಥಳದ ಪ್ರಕರಣದಂತೆಯೇ ಸುಳ್ಳು ಆರೋಪ ಆಧಾರಿತ. ಸತ್ಯ ಹೊರಬರಲೇಬೇಕು. (730, 1749, 956, 1775)
patra-mitra-logo (160, 1788, 310, 1858)
columnist-photo (850, 190, 950, 314)
paragraph: ರಾಹುಲ್ ಗಾಂಧಿ ಹೀಗೆ ಹೇಳುತ್ತಿದ್ದಂತೆಯೇ ಈ ಆರೋಪವು 'ಡಸ್ ಬಸ್' ಆಗಿದೆ ಎಂದು ಚುನಾವಣಾ ಆಯೋಗ ಪ್ರತಿಕ್ರಿಯಿಸಿದೆ. ಸಂವಿಧಾನಾತ್ಮಕ ಸಂಸ್ಥೆಯ ಮೇಲೆ ಈ ರೀತಿ ಆಧಾರರಹಿತ ಆರೋಪ ಮಾಡುವುದು ಸರಿಯಲ್ಲ. (682, 945, 970, 985)
paragraph: ಇದಕ್ಕೆಲ್ಲಾ ಸತತ ಪ್ರಯತ್ನವೇ ಬೇಕು. ಅರಸನು ತನ್ನ ಜನರನ್ನು ಯಾರನ್ನು ನೇಮಿಸಿಕೊಳ್ಳುತ್ತಾನೆ ಎಂಬುದರ ಮೇಲೆಯೇ ರಾಜ್ಯದ ಭವಿಷ್ಯ ನಿಂತಿದೆ. ವಿದ್ಯಾವಂತರೂ, ಕುಲೀನರೂ, ಶೀಲವಂತರೂ ಆದವರನ್ನೇ ಆರಿಸಿಕೊಳ್ಳಬೇಕು. (8, 1011, 342, 1051)
paragraph: ''ಯಶೋದೆ ತಪ್ಪು ಮಾಡಿದಳು'' ''I am bound to that group'' ಅಂತ ಹೇಳಿದ. ನಾನು ಸುಮ್ಮನಾದೆ. (976, 327, 1264, 353)
paragraph: ಸಾಕ್ಷಿಗಳ ಹೇಳಿಕೆ ಹಾಗೂ ಎಸ್‌ಐಟಿ ವರದಿಯ ಆಧಾರದಲ್ಲಿ ನ್ಯಾಯಾಲಯ ತೀರ್ಪು ನೀಡಿತು. ಪೊಲೀಸ್ ಇಲಾಖೆಯ ಲೋಪವನ್ನು ನ್ಯಾಯಾಲಯ ಕಟುವಾಗಿ ಟೀಕಿಸಿತು. (730, 1661, 956, 1701)
chunavana-col2 (682, 944, 970, 1580)
